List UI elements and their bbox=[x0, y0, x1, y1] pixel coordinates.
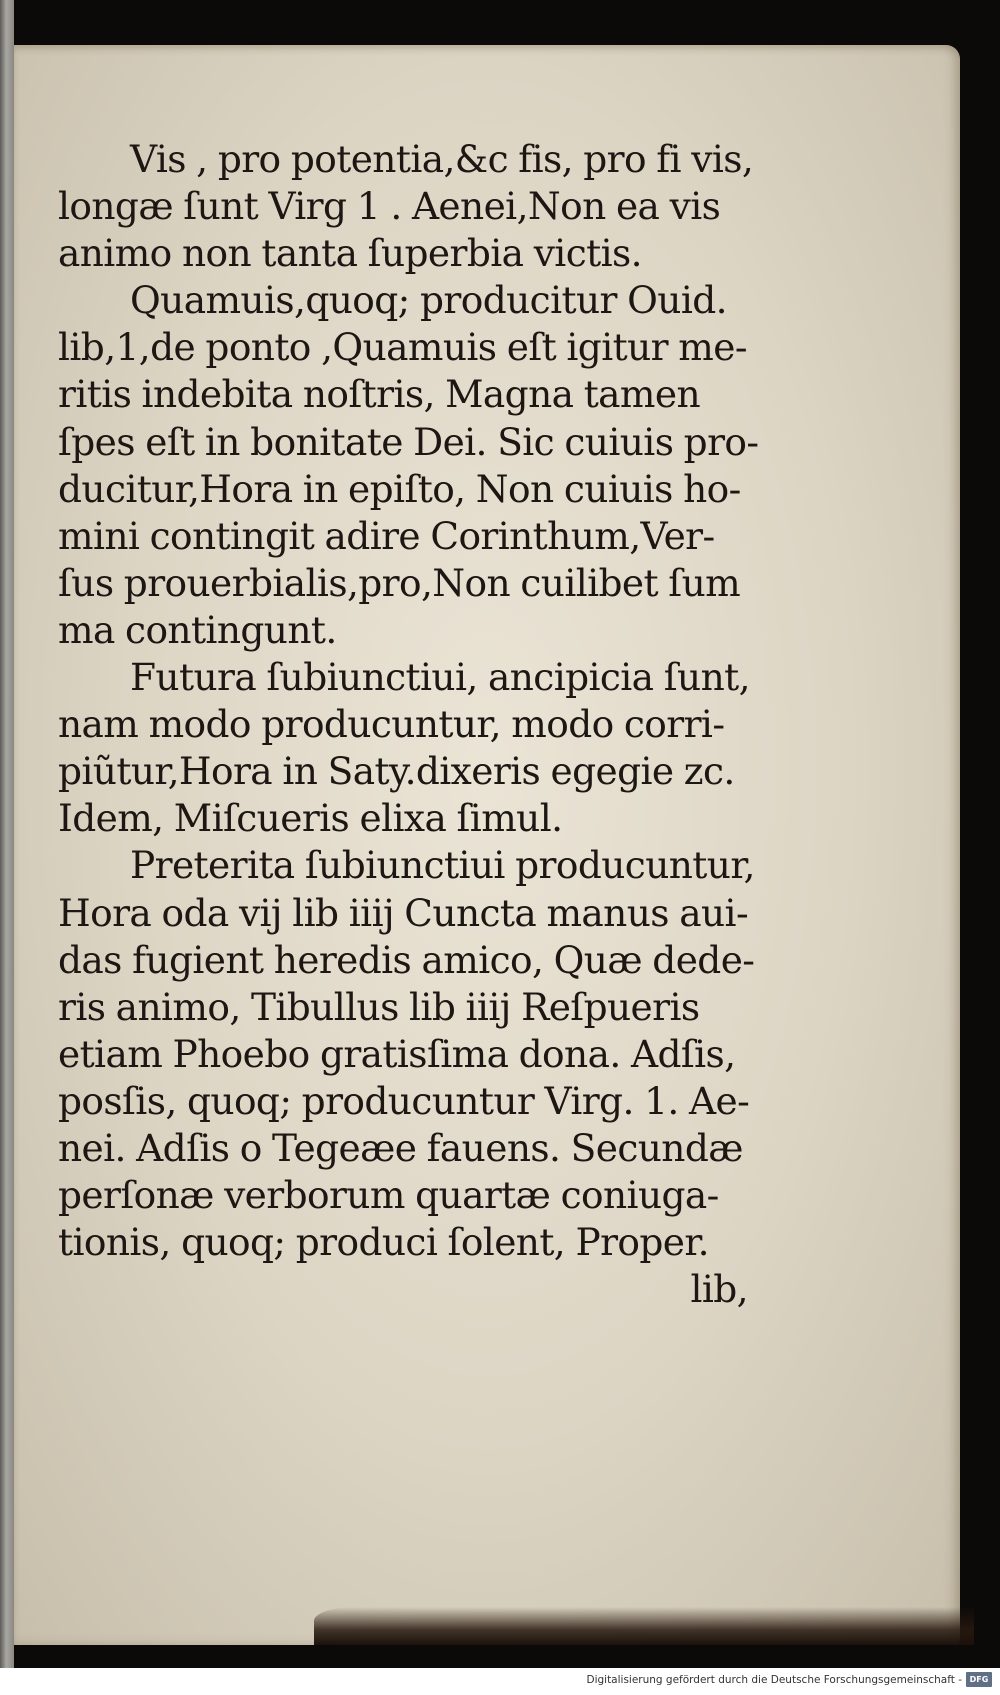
digitization-footer bbox=[0, 1668, 1000, 1695]
text-line-11: ma contingunt. bbox=[58, 607, 337, 652]
text-line-1: Vis , pro potentia,&c fis, pro fi vis, bbox=[130, 137, 754, 181]
page-bottom-damage bbox=[314, 1607, 974, 1645]
text-line-21: posſis, quoq; producuntur Virg. 1. Ae- bbox=[58, 1078, 750, 1123]
book-spine-edge bbox=[0, 0, 14, 1668]
text-line-4: Quamuis,quoq; producitur Ouid. bbox=[130, 278, 727, 323]
text-line-18: das fugient heredis amico, Quæ dede- bbox=[58, 937, 755, 982]
text-line-10: ſus prouerbialis,pro,Non cuilibet ſum bbox=[58, 560, 741, 605]
funding-credit: Digitalisierung gefördert durch die Deutsche Forschungsgemeinschaft - bbox=[586, 1674, 962, 1686]
latin-text-block bbox=[58, 136, 759, 1313]
text-line-22: nei. Adſis o Tegeæe fauens. Secundæ bbox=[58, 1125, 743, 1170]
text-line-3: animo non tanta ſuperbia victis. bbox=[58, 231, 642, 276]
text-line-14: piũtur,Hora in Saty.dixeris egegie zc. bbox=[58, 749, 735, 794]
text-line-16: Preterita ſubiunctiui producuntur, bbox=[130, 843, 755, 888]
text-line-5: lib,1,de ponto ,Quamuis eſt igitur me- bbox=[58, 325, 747, 370]
text-line-20: etiam Phoebo gratisſima dona. Adſis, bbox=[58, 1031, 736, 1076]
text-line-2: longæ ſunt Virg 1 . Aenei,Non ea vis bbox=[58, 184, 721, 229]
catchword: lib, bbox=[690, 1267, 748, 1312]
text-line-9: mini contingit adire Corinthum,Ver- bbox=[58, 513, 715, 558]
text-line-23: perſonæ verborum quartæ coniuga- bbox=[58, 1173, 719, 1218]
text-line-17: Hora oda vij lib iiij Cuncta manus aui- bbox=[58, 890, 749, 935]
text-line-8: ducitur,Hora in epiſto, Non cuiuis ho- bbox=[58, 466, 741, 511]
text-line-13: nam modo producuntur, modo corri- bbox=[58, 702, 725, 747]
text-line-7: ſpes eſt in bonitate Dei. Sic cuiuis pro- bbox=[58, 419, 759, 464]
text-line-12: Futura ſubiunctiui, ancipicia ſunt, bbox=[130, 655, 750, 700]
dfg-logo: DFG bbox=[966, 1672, 992, 1687]
text-line-15: Idem, Miſcueris elixa ſimul. bbox=[58, 796, 563, 841]
text-line-19: ris animo, Tibullus lib iiij Reſpueris bbox=[58, 984, 700, 1029]
text-line-24: tionis, quoq; produci ſolent, Proper. bbox=[58, 1220, 709, 1265]
text-line-6: ritis indebita noſtris, Magna tamen bbox=[58, 372, 701, 417]
